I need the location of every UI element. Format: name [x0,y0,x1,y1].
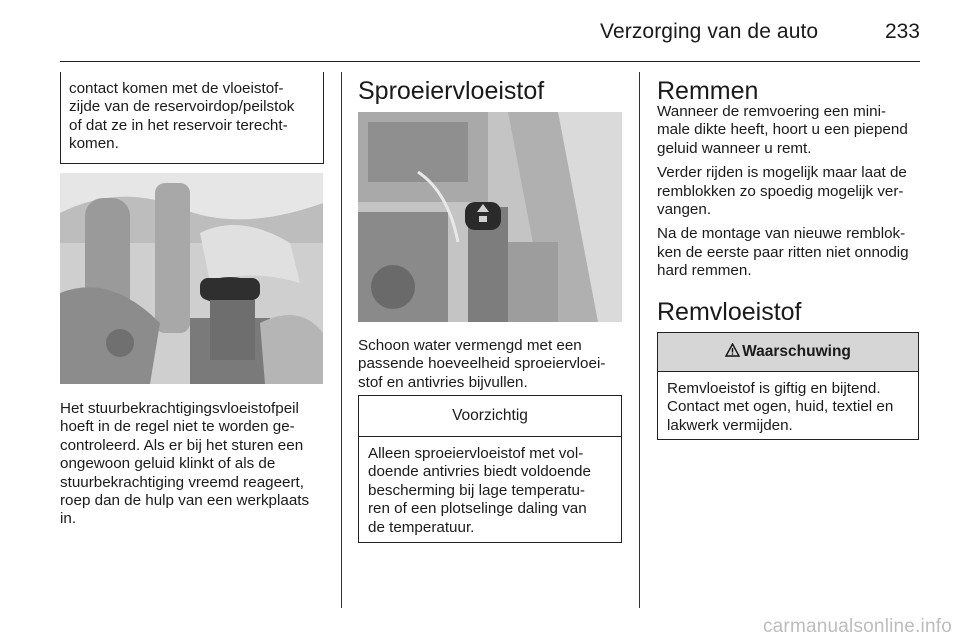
warning-header [658,333,918,372]
continued-warning-box [60,72,324,164]
continued-line-3: of dat ze in het reservoir terecht- [69,116,288,134]
caution-box [358,395,622,543]
brakes-text [657,103,925,281]
body-line: Het stuurbekrachtigingsvloeistofpeil [60,400,299,417]
header-rule [60,61,920,62]
continued-line-2: zijde van de reservoirdop/peilstok [69,98,295,116]
body-line: vangen. [657,201,712,219]
washer-fluid-heading: Sproeiervloeistof [358,77,545,105]
washer-reservoir-photo [358,112,622,322]
caution-line: de temperatuur. [368,518,475,536]
body-line: in. [60,510,77,528]
washer-fluid-text [358,337,628,392]
warning-body [658,372,918,443]
brake-fluid-heading: Remvloeistof [657,298,802,326]
caution-title: Voorzichtig [359,396,621,437]
body-line: hard remmen. [657,262,752,280]
body-line: Verder rijden is mogelijk maar laat de [657,164,907,182]
body-line: Schoon water vermengd met een [358,337,582,354]
body-line: controleerd. Als er bij het sturen een [60,436,304,454]
brakes-paragraph-1 [657,103,925,158]
caution-line: bescherming bij lage temperatu- [368,481,585,499]
body-line: hoeft in de regel niet te worden ge- [60,418,295,436]
page-number: 233 [884,20,920,43]
warning-line: lakwerk vermijden. [667,416,793,434]
body-line: ken de eerste paar ritten niet onnodig [657,243,909,261]
warning-title: Waarschuwing [742,343,851,360]
brakes-paragraph-2 [657,164,925,219]
caution-body [359,437,621,545]
continued-line-4: komen. [69,135,119,153]
warning-line: Contact met ogen, huid, textiel en [667,398,894,416]
body-line: stof en antivries bijvullen. [358,373,528,391]
body-line: passende hoeveelheid sproeiervloei- [358,355,606,373]
body-line: Wanneer de remvoering een mini- [657,103,887,120]
brakes-paragraph-3 [657,225,925,280]
warning-triangle-icon [725,343,740,362]
warning-box [657,332,919,440]
column-separator-2 [639,72,640,608]
body-line: male dikte heeft, hoort u een piepend [657,121,908,139]
brakes-heading: Remmen [657,77,759,105]
warning-line: Remvloeistof is giftig en bijtend. [667,380,881,397]
watermark: carmanualsonline.info [762,616,952,637]
body-line: Na de montage van nieuwe remblok- [657,225,906,243]
power-steering-reservoir-photo [60,173,323,384]
continued-line-1: contact komen met de vloeistof- [69,80,284,97]
caution-line: ren of een plotselinge daling van [368,500,587,518]
column-separator-1 [341,72,342,608]
body-line: roep dan de hulp van een werkplaats [60,492,310,510]
caution-line: Alleen sproeiervloeistof met vol- [368,445,584,462]
power-steering-text [60,400,330,529]
body-line: remblokken zo spoedig mogelijk ver- [657,182,904,200]
running-header-title: Verzorging van de auto [600,20,819,43]
body-line: ongewoon geluid klinkt of als de [60,455,276,473]
body-line: stuurbekrachtiging vreemd reageert, [60,473,304,491]
body-line: geluid wanneer u remt. [657,139,812,157]
caution-line: doende antivries biedt voldoende [368,463,591,481]
